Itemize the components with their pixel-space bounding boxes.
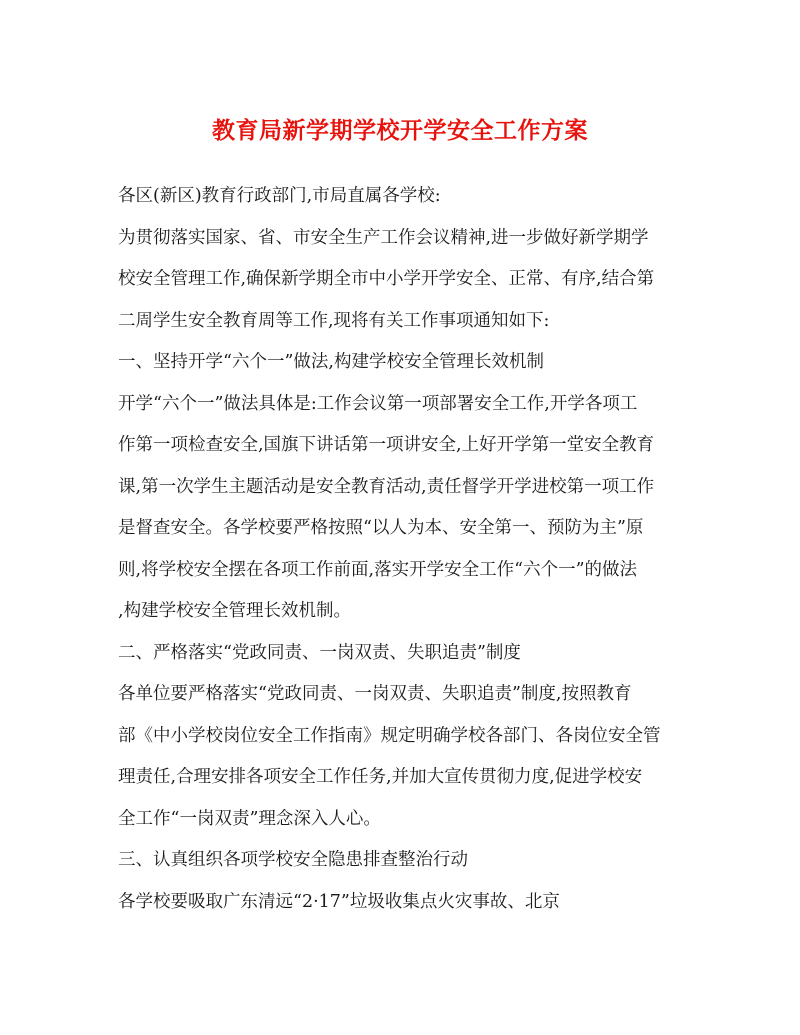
paragraph-line: 理责任,合理安排各项安全工作任务,并加大宣传贯彻力度,促进学校安 bbox=[118, 767, 643, 787]
paragraph-line: 为贯彻落实国家、省、市安全生产工作会议精神,进一步做好新学期学 bbox=[118, 227, 649, 248]
document-body bbox=[118, 176, 686, 923]
section-heading-3: 三、认真组织各项学校安全隐患排查整治行动 bbox=[118, 850, 468, 870]
paragraph-line: 各单位要严格落实“党政同责、一岗双责、失职追责”制度,按照教育 bbox=[118, 684, 632, 704]
section-heading-1: 一、坚持开学“六个一”做法,构建学校安全管理长效机制 bbox=[118, 352, 544, 372]
section-heading-2: 二、严格落实“党政同责、一岗双责、失职追责”制度 bbox=[118, 642, 521, 663]
document-title: 教育局新学期学校开学安全工作方案 bbox=[212, 117, 588, 144]
paragraph-line: 二周学生安全教育周等工作,现将有关工作事项通知如下: bbox=[118, 310, 550, 331]
paragraph-line: 部《中小学校岗位安全工作指南》规定明确学校各部门、各岗位安全管 bbox=[118, 725, 661, 746]
paragraph-line: 各学校要吸取广东清远“2·17”垃圾收集点火灾事故、北京 bbox=[118, 891, 560, 912]
paragraph-line: 课,第一次学生主题活动是安全教育活动,责任督学开学进校第一项工作 bbox=[118, 476, 655, 497]
salutation-line: 各区(新区)教育行政部门,市局直属各学校: bbox=[118, 186, 441, 206]
paragraph-line: 作第一项检查安全,国旗下讲话第一项讲安全,上好开学第一堂安全教育 bbox=[118, 435, 655, 455]
paragraph-line: 开学“六个一”做法具体是:工作会议第一项部署安全工作,开学各项工 bbox=[118, 393, 638, 414]
paragraph-line: 全工作“一岗双责”理念深入人心。 bbox=[118, 808, 381, 829]
paragraph-line: ,构建学校安全管理长效机制。 bbox=[118, 601, 352, 621]
paragraph-line: 是督查安全。各学校要严格按照“以人为本、安全第一、预防为主”原 bbox=[118, 518, 644, 538]
paragraph-line: 校安全管理工作,确保新学期全市中小学开学安全、正常、有序,结合第 bbox=[118, 269, 655, 289]
paragraph-line: 则,将学校安全摆在各项工作前面,落实开学安全工作“六个一”的做法 bbox=[118, 559, 638, 580]
